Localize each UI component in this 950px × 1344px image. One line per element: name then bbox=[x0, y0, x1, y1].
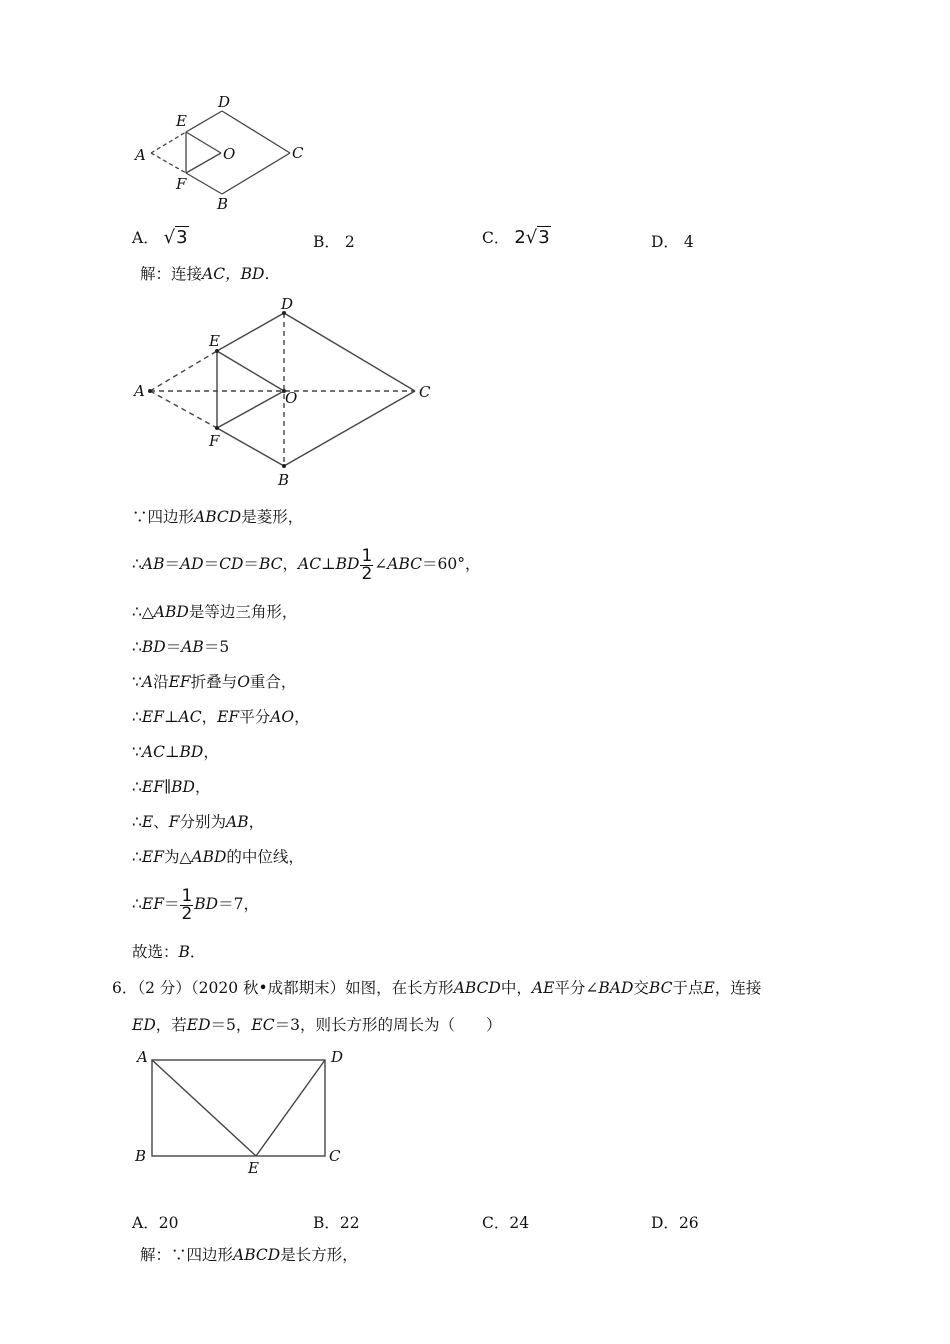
label-D: D bbox=[281, 295, 294, 313]
q5-step-2: ∴AB＝AD＝CD＝BC，AC⊥BD $\frac{1}{2}$ ∠ABC＝60°， bbox=[132, 545, 481, 584]
q5-step-7: ∵AC⊥BD， bbox=[132, 743, 219, 761]
label-F: F bbox=[176, 175, 187, 193]
q5-step-1: ∵四边形ABCD是菱形， bbox=[132, 508, 304, 526]
q5-step-9: ∴E、F分别为AB， bbox=[132, 813, 265, 831]
option-letter: A． bbox=[132, 1214, 159, 1232]
q5-step-6: ∴EF⊥AC，EF平分AO， bbox=[132, 708, 310, 726]
option-letter: C． bbox=[482, 1214, 510, 1232]
rect-ABCD bbox=[152, 1060, 325, 1156]
fraction-half: $\frac{1}{2}$ bbox=[361, 545, 373, 584]
label-O: O bbox=[223, 145, 236, 163]
q5-answer: 故选：B． bbox=[132, 943, 206, 961]
label-A: A bbox=[134, 382, 145, 400]
label-E: E bbox=[248, 1159, 259, 1177]
option-value: 4 bbox=[683, 233, 694, 251]
fraction-half: $\frac{1}{2}$ bbox=[181, 885, 193, 924]
option-letter: C． bbox=[482, 229, 510, 247]
q5-step-11: ∴EF＝ $\frac{1}{2}$ BD＝7， bbox=[132, 885, 259, 924]
option-letter: D． bbox=[651, 233, 679, 251]
label-B: B bbox=[278, 471, 290, 489]
option-letter: D． bbox=[651, 1214, 679, 1232]
q6-option-c[interactable] bbox=[482, 1211, 529, 1233]
label-F: F bbox=[209, 432, 220, 450]
q6-stem-line-1: 6．（2 分）（2020 秋•成都期末）如图，在长方形ABCD中，AE平分∠BAD交BC于点E，连接 bbox=[112, 979, 762, 997]
option-letter: B． bbox=[313, 1214, 340, 1232]
option-value: 26 bbox=[678, 1214, 699, 1232]
q6-stem-line-2: ED，若ED＝5，EC＝3，则长方形的周长为（ ） bbox=[132, 1016, 502, 1034]
option-value: 24 bbox=[509, 1214, 530, 1232]
q5-step-5: ∵A沿EF折叠与O重合， bbox=[132, 673, 297, 691]
label-E: E bbox=[209, 332, 220, 350]
q6-option-d[interactable] bbox=[651, 1211, 699, 1233]
q5-solution-intro: 解：连接AC，BD． bbox=[140, 265, 280, 283]
label-E: E bbox=[176, 112, 187, 130]
label-C: C bbox=[419, 383, 431, 401]
q5-step-3: ∴△ABD是等边三角形， bbox=[132, 603, 298, 621]
seg-ED bbox=[256, 1060, 325, 1156]
sqrt-expression: 2√3 bbox=[514, 227, 550, 248]
label-D: D bbox=[218, 93, 231, 111]
label-D: D bbox=[331, 1048, 344, 1066]
q6-option-b[interactable] bbox=[313, 1211, 360, 1233]
option-letter: A． bbox=[132, 229, 159, 247]
option-value: 22 bbox=[339, 1214, 360, 1232]
label-O: O bbox=[285, 389, 298, 407]
q5-step-8: ∴EF∥BD， bbox=[132, 778, 211, 796]
question-number: 6． bbox=[112, 979, 138, 997]
q6-solution-intro: 解：∵四边形ABCD是长方形， bbox=[140, 1246, 358, 1264]
label-B: B bbox=[217, 195, 229, 213]
option-letter: B． bbox=[313, 233, 340, 251]
q5-step-10: ∴EF为△ABD的中位线， bbox=[132, 848, 304, 866]
seg-AE bbox=[152, 1060, 256, 1156]
q5-step-4: ∴BD＝AB＝5 bbox=[132, 638, 230, 656]
sqrt-expression: √3 bbox=[163, 227, 188, 248]
q6-option-a[interactable] bbox=[132, 1211, 178, 1233]
label-C: C bbox=[292, 144, 304, 162]
label-C: C bbox=[329, 1147, 341, 1165]
label-A: A bbox=[137, 1048, 148, 1066]
option-value: 20 bbox=[158, 1214, 179, 1232]
label-B: B bbox=[135, 1147, 147, 1165]
option-value: 2 bbox=[344, 233, 355, 251]
label-A: A bbox=[135, 146, 146, 164]
